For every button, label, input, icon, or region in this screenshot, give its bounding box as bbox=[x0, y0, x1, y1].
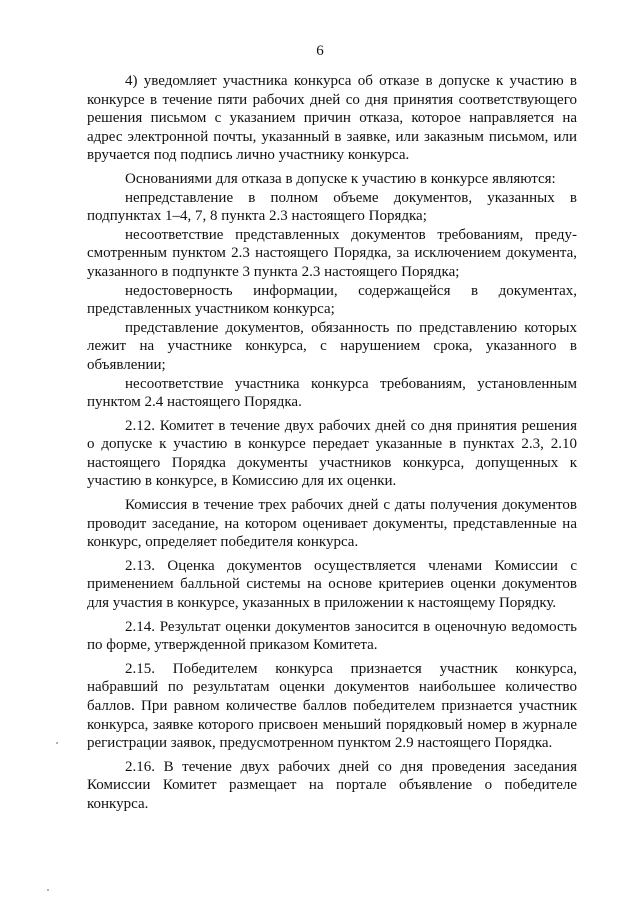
document-body bbox=[87, 72, 577, 814]
paragraph-commission-meeting: Комиссия в течение трех рабочих дней с даты получения документов проводит заседание, на котором оценивает документы, представленные на конкурс, определяет победителя конкурса. bbox=[87, 497, 577, 551]
paragraph-ground-participant-noncompliance: несоответствие участника конкурса требованиям, установленным пунктом 2.4 настоящего Порядка. bbox=[87, 375, 577, 411]
paragraph-clause-2-14: 2.14. Результат оценки документов заносится в оценочную ведомость по форме, утвержденной приказом Комитета. bbox=[87, 618, 577, 654]
paragraph-clause-2-16: 2.16. В течение двух рабочих дней со дня проведения заседания Комиссии Комитет размещает на портале объявление о победителе конкурса. bbox=[87, 758, 577, 812]
paragraph-clause-4: 4) уведомляет участника конкурса об отказе в допуске к участию в конкурсе в течение пяти рабочих дней со дня принятия соответствующего решения письмом с указанием причин отказа, которое направляется на адрес электронной почты, указанный в заявке, или заказным письмом, или вручается под подпись лично участнику конкурса. bbox=[87, 73, 577, 164]
paragraph-refusal-grounds: Основаниями для отказа в допуске к участию в конкурсе являются: bbox=[125, 170, 556, 187]
scan-speck bbox=[47, 889, 49, 891]
scan-speck bbox=[56, 742, 58, 744]
paragraph-ground-late-submission: представление документов, обязанность по представлению которых лежит на участнике конкурса, с нарушением срока, указанного в объявлении; bbox=[87, 319, 577, 373]
page-number: 6 bbox=[316, 43, 324, 59]
paragraph-clause-2-12: 2.12. Комитет в течение двух рабочих дней со дня принятия решения о допуске к участию в конкурсе передает указанные в пунктах 2.3, 2.10 настоящего Порядка документы участников конкурса, допущенных к участию в конкурсе, в Комиссию для их оценки. bbox=[87, 417, 577, 490]
paragraph-ground-unreliable-information: недостоверность информации, содержащейся в документах, представленных участником конкурса; bbox=[87, 282, 577, 318]
paragraph-clause-2-15: 2.15. Победителем конкурса признается участник конкурса, набравший по результатам оценки документов наибольшее количество баллов. При равном количестве баллов победителем признается участник конкурса, заявке которого присвоен меньший порядковый номер в журнале регистрации заявок, предусмотренном пунктом 2.9 настоящего Порядка. bbox=[87, 660, 577, 752]
paragraph-clause-2-13: 2.13. Оценка документов осуществляется членами Комиссии с применением балльной системы на основе критериев оценки документов для участия в конкурсе, указанных в приложении к настоящему Порядку. bbox=[87, 557, 577, 612]
paragraph-ground-incomplete-documents: непредставление в полном объеме документов, указанных в подпунктах 1–4, 7, 8 пункта 2.3 настоящего Порядка; bbox=[87, 189, 577, 225]
paragraph-ground-noncompliant-documents: несоответствие представленных документов требованиям, преду-смотренным пунктом 2.3 настоящего Порядка, за исключением документа, указанного в подпункте 3 пункта 2.3 настоящего Порядка; bbox=[87, 226, 577, 280]
